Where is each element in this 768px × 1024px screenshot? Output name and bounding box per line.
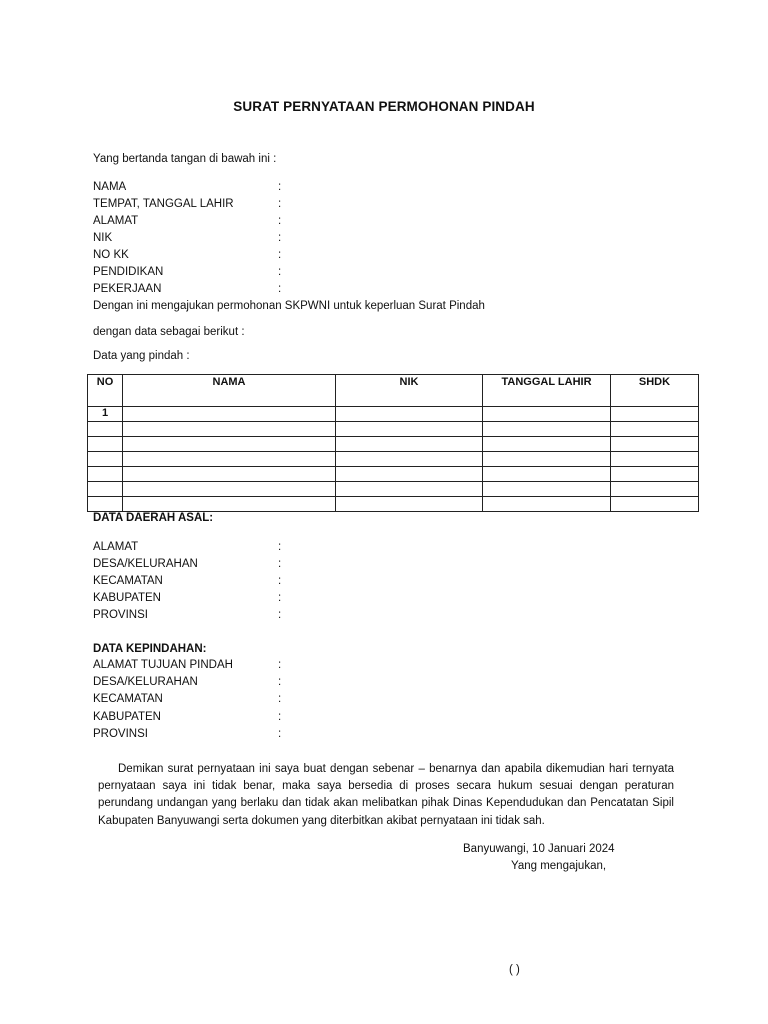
field-label: PROVINSI <box>93 609 148 621</box>
destination-field-desa <box>93 676 693 692</box>
origin-field-desa <box>93 558 693 574</box>
field-label: NO KK <box>93 249 129 261</box>
field-colon: : <box>278 541 282 553</box>
cell-nik <box>336 407 483 422</box>
cell-shdk <box>611 452 699 467</box>
field-label: TEMPAT, TANGGAL LAHIR <box>93 198 234 210</box>
cell-no <box>88 437 123 452</box>
field-tempat-tanggal-lahir <box>93 198 693 214</box>
table-header-row <box>88 375 699 407</box>
cell-shdk <box>611 422 699 437</box>
field-no-kk <box>93 249 693 265</box>
field-colon: : <box>278 728 282 740</box>
cell-no <box>88 482 123 497</box>
cell-tanggal-lahir <box>483 407 611 422</box>
header-tanggal-lahir: TANGGAL LAHIR <box>483 375 611 407</box>
field-colon: : <box>278 181 282 193</box>
table-row <box>88 497 699 512</box>
field-colon: : <box>278 283 282 295</box>
field-label: NAMA <box>93 181 127 193</box>
intro-text: Yang bertanda tangan di bawah ini : <box>93 153 277 165</box>
cell-shdk <box>611 437 699 452</box>
origin-field-alamat <box>93 541 693 557</box>
field-colon: : <box>278 676 282 688</box>
field-colon: : <box>278 249 282 261</box>
field-label: ALAMAT TUJUAN PINDAH <box>93 659 233 671</box>
header-shdk: SHDK <box>611 375 699 407</box>
cell-nik <box>336 422 483 437</box>
origin-field-provinsi <box>93 609 693 625</box>
signer-name: ( ) <box>509 964 520 976</box>
place-date: Banyuwangi, 10 Januari 2024 <box>463 843 615 855</box>
destination-field-provinsi <box>93 728 693 744</box>
field-colon: : <box>278 609 282 621</box>
table-row <box>88 482 699 497</box>
cell-nik <box>336 497 483 512</box>
field-label: DESA/KELURAHAN <box>93 558 198 570</box>
cell-nama <box>123 482 336 497</box>
destination-field-kecamatan <box>93 693 693 709</box>
cell-shdk <box>611 482 699 497</box>
cell-nama <box>123 407 336 422</box>
cell-tanggal-lahir <box>483 497 611 512</box>
field-colon: : <box>278 558 282 570</box>
field-label: KABUPATEN <box>93 711 161 723</box>
field-label: KECAMATAN <box>93 575 163 587</box>
destination-section-title: DATA KEPINDAHAN: <box>93 643 207 655</box>
field-nama <box>93 181 693 197</box>
origin-section-title: DATA DAERAH ASAL: <box>93 512 214 524</box>
field-label: PENDIDIKAN <box>93 266 164 278</box>
cell-nama <box>123 452 336 467</box>
signer-role: Yang mengajukan, <box>511 860 607 872</box>
field-pendidikan <box>93 266 693 282</box>
cell-tanggal-lahir <box>483 452 611 467</box>
cell-no: 1 <box>88 407 123 422</box>
field-colon: : <box>278 711 282 723</box>
table-row <box>88 422 699 437</box>
moving-persons-table <box>87 374 699 512</box>
header-nik: NIK <box>336 375 483 407</box>
request-text: Dengan ini mengajukan permohonan SKPWNI untuk keperluan Surat Pindah <box>93 300 485 312</box>
field-label: KECAMATAN <box>93 693 163 705</box>
cell-tanggal-lahir <box>483 422 611 437</box>
moving-label: Data yang pindah : <box>93 350 190 362</box>
cell-no <box>88 497 123 512</box>
origin-field-kecamatan <box>93 575 693 591</box>
field-colon: : <box>278 659 282 671</box>
field-colon: : <box>278 215 282 227</box>
field-colon: : <box>278 198 282 210</box>
field-label: ALAMAT <box>93 215 139 227</box>
cell-nama <box>123 497 336 512</box>
cell-shdk <box>611 467 699 482</box>
cell-no <box>88 467 123 482</box>
closing-paragraph: Demikan surat pernyataan ini saya buat dengan sebenar – benarnya dan apabila dikemudian hari ternyata pernyataan saya ini tidak benar, maka saya bersedia di proses secara hukum sesuai dengan peraturan perundang undangan yang berlaku dan tidak akan melibatkan pihak Dinas Kependudukan dan Pencatatan Sipil Kabupaten Banyuwangi serta dokumen yang diterbitkan akibat pernyataan ini tidak sah. <box>98 763 674 827</box>
field-colon: : <box>278 693 282 705</box>
field-colon: : <box>278 266 282 278</box>
cell-tanggal-lahir <box>483 437 611 452</box>
cell-nik <box>336 482 483 497</box>
field-colon: : <box>278 575 282 587</box>
cell-no <box>88 452 123 467</box>
table-row <box>88 452 699 467</box>
field-label: KABUPATEN <box>93 592 161 604</box>
field-label: PROVINSI <box>93 728 148 740</box>
field-label: PEKERJAAN <box>93 283 162 295</box>
field-nik <box>93 232 693 248</box>
cell-tanggal-lahir <box>483 482 611 497</box>
origin-field-kabupaten <box>93 592 693 608</box>
cell-nama <box>123 467 336 482</box>
table-row <box>88 437 699 452</box>
cell-nik <box>336 452 483 467</box>
header-no: NO <box>88 375 123 407</box>
table-row <box>88 467 699 482</box>
cell-shdk <box>611 497 699 512</box>
cell-no <box>88 422 123 437</box>
field-label: DESA/KELURAHAN <box>93 676 198 688</box>
field-alamat <box>93 215 693 231</box>
data-intro-text: dengan data sebagai berikut : <box>93 326 245 338</box>
document-title: SURAT PERNYATAAN PERMOHONAN PINDAH <box>233 99 535 114</box>
header-nama: NAMA <box>123 375 336 407</box>
field-pekerjaan <box>93 283 693 299</box>
field-label: ALAMAT <box>93 541 139 553</box>
table-row <box>88 407 699 422</box>
field-label: NIK <box>93 232 113 244</box>
cell-nama <box>123 437 336 452</box>
cell-nama <box>123 422 336 437</box>
destination-field-kabupaten <box>93 711 693 727</box>
destination-field-alamat <box>93 659 693 675</box>
cell-nik <box>336 437 483 452</box>
field-colon: : <box>278 592 282 604</box>
field-colon: : <box>278 232 282 244</box>
cell-nik <box>336 467 483 482</box>
cell-tanggal-lahir <box>483 467 611 482</box>
cell-shdk <box>611 407 699 422</box>
